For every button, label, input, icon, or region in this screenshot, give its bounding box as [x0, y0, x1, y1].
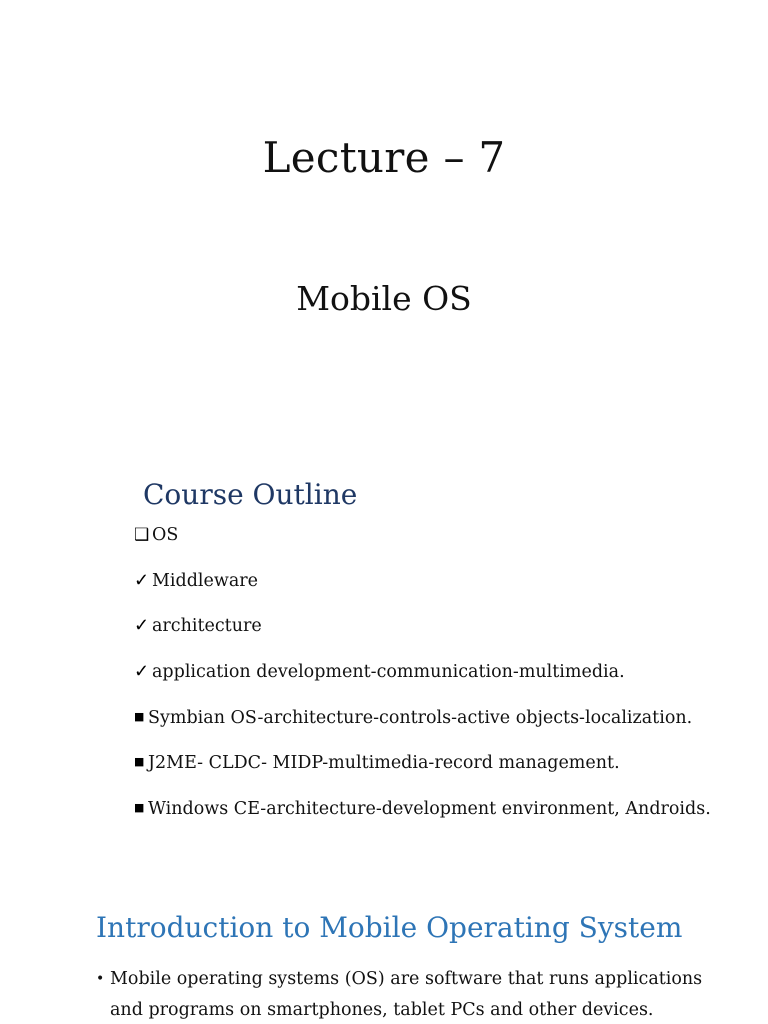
outline-item-application-development [134, 660, 711, 706]
outline-item-text: architecture [152, 616, 262, 637]
square-bullet-icon: ■ [134, 801, 145, 815]
checkmark-icon: ✓ [134, 569, 150, 591]
outline-item-architecture [134, 614, 711, 660]
outline-item-text: J2ME- CLDC- MIDP-multimedia-record management. [148, 753, 620, 774]
lecture-subtitle: Mobile OS [296, 279, 472, 318]
checkbox-square-icon: ❑ [134, 525, 150, 545]
introduction-text: Mobile operating systems (OS) are software that runs applications and programs on smartphones, tablet PCs and other devices. [110, 969, 703, 1020]
course-outline-list [134, 523, 711, 843]
square-bullet-icon: ■ [134, 709, 145, 723]
outline-item-j2me [134, 751, 711, 797]
outline-item-text: application development-communication-multimedia. [152, 662, 625, 683]
course-outline-heading: Course Outline [143, 478, 358, 511]
checkmark-icon: ✓ [134, 661, 150, 683]
introduction-heading: Introduction to Mobile Operating System [96, 911, 683, 944]
lecture-title: Lecture – 7 [262, 133, 506, 182]
outline-item-text: Windows CE-architecture-development environment, Androids. [148, 799, 711, 820]
checkmark-icon: ✓ [134, 615, 150, 637]
introduction-paragraph [96, 964, 716, 1024]
outline-item-text: Middleware [152, 570, 259, 591]
outline-item-text: Symbian OS-architecture-controls-active objects-localization. [148, 707, 693, 728]
outline-item-windows-ce [134, 797, 711, 843]
bullet-dot-icon: • [96, 971, 105, 987]
outline-item-symbian [134, 706, 711, 752]
outline-item-middleware [134, 569, 711, 615]
square-bullet-icon: ■ [134, 755, 145, 769]
outline-item-os [134, 523, 711, 569]
outline-item-text: OS [152, 525, 179, 545]
